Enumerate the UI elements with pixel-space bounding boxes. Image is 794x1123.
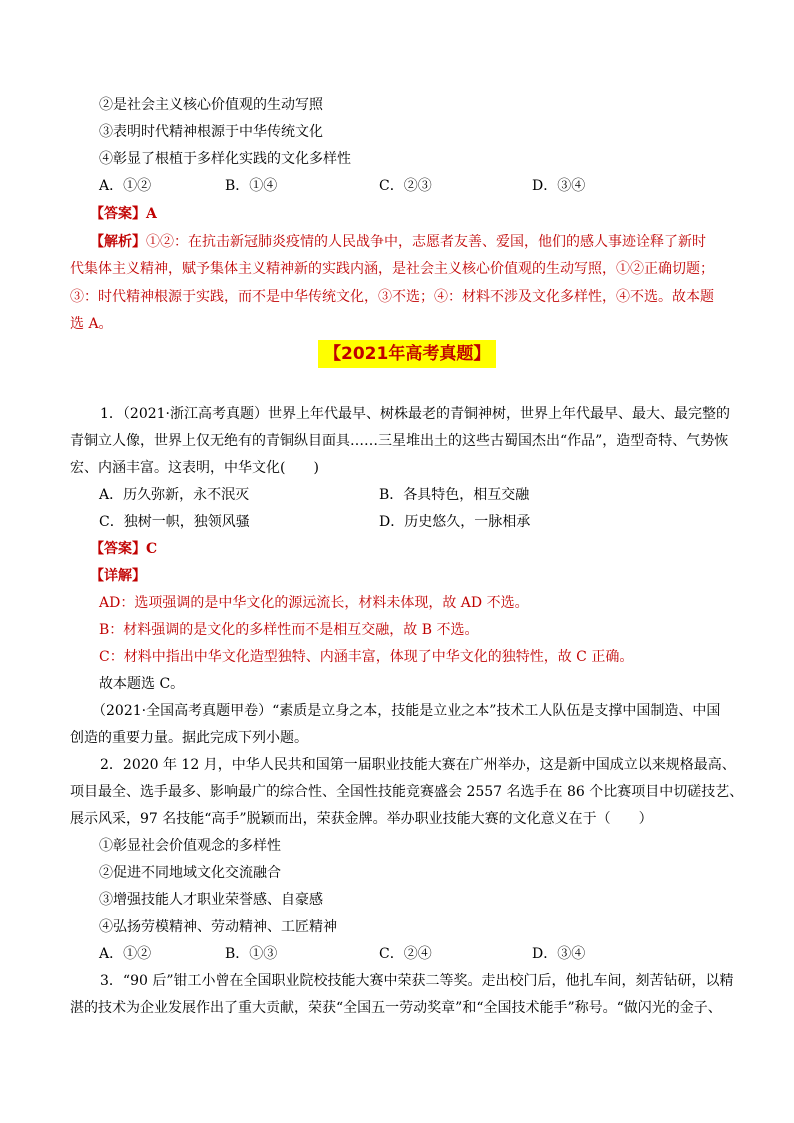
intro-line-1: （2021·全国高考真题甲卷）“素质是立身之本，技能是立业之本”技术工人队伍是支撑中国制造、中国: [92, 703, 721, 719]
q2-line-2: 项目最全、选手最多、影响最广的综合性、全国性技能竞赛盛会 2557 名选手在 86 个比赛项目中切磋技艺、: [70, 784, 744, 800]
option-c: C．②③: [379, 178, 432, 194]
statement-2: ②是社会主义核心价值观的生动写照: [99, 97, 323, 113]
q2-statement-2: ②促进不同地域文化交流融合: [99, 865, 281, 881]
q1-conclusion: 故本题选 C。: [99, 676, 185, 692]
q1-option-c: C．独树一帜，独领风骚: [99, 514, 250, 530]
analysis-line-4: 选 A。: [70, 316, 113, 332]
q1-line-2: 青铜立人像，世界上仅无绝有的青铜纵目面具……三星堆出土的这些古蜀国杰出“作品”，造型奇特、气势恢: [70, 433, 729, 449]
q1-option-d: D．历史悠久，一脉相承: [379, 514, 531, 530]
q2-option-d: D．③④: [532, 946, 586, 962]
section-title: 【2021年高考真题】: [318, 340, 496, 368]
q1-line-3: 宏、内涵丰富。这表明，中华文化( ): [70, 460, 319, 476]
q3-line-1: 3．“90 后”钳工小曾在全国职业院校技能大赛中荣获二等奖。走出校门后，他扎车间，刻苦钻研，以精: [100, 973, 734, 989]
analysis-line-1: [90, 232, 706, 252]
q2-statement-4: ④弘扬劳模精神、劳动精神、工匠精神: [99, 919, 337, 935]
option-a: A．①②: [99, 178, 152, 194]
q2-statement-1: ①彰显社会价值观念的多样性: [99, 838, 281, 854]
q3-line-2: 湛的技术为企业发展作出了重大贡献，荣获“全国五一劳动奖章”和“全国技术能手”称号。“做闪光的金子、: [70, 1000, 722, 1016]
q1-detail-2: B：材料强调的是文化的多样性而不是相互交融，故 B 不选。: [99, 622, 479, 638]
option-b: B．①④: [225, 178, 278, 194]
statement-3: ③表明时代精神根源于中华传统文化: [99, 124, 323, 140]
analysis-label: 【解析】: [90, 234, 146, 250]
q2-line-1: 2．2020 年 12 月，中华人民共和国第一届职业技能大赛在广州举办，这是新中国成立以来规格最高、: [100, 757, 736, 773]
q1-option-a: A．历久弥新，永不泯灭: [99, 487, 250, 503]
statement-4: ④彰显了根植于多样化实践的文化多样性: [99, 151, 351, 167]
q2-option-b: B．①③: [225, 946, 278, 962]
option-d: D．③④: [532, 178, 586, 194]
analysis-text: ①②：在抗击新冠肺炎疫情的人民战争中，志愿者友善、爱国，他们的感人事迹诠释了新时: [146, 234, 706, 250]
q2-option-c: C．②④: [379, 946, 432, 962]
q2-statement-3: ③增强技能人才职业荣誉感、自豪感: [99, 892, 323, 908]
q1-detail-3: C：材料中指出中华文化造型独特、内涵丰富，体现了中华文化的独特性，故 C 正确。: [99, 649, 634, 665]
intro-line-2: 创造的重要力量。据此完成下列小题。: [70, 730, 308, 746]
analysis-line-3: ③：时代精神根源于实践，而不是中华传统文化，③不选；④：材料不涉及文化多样性，④不选。故本题: [70, 289, 714, 305]
q1-answer: 【答案】C: [90, 541, 158, 557]
q2-line-3: 展示风采，97 名技能“高手”脱颖而出，荣获金牌。举办职业技能大赛的文化意义在于（ ）: [70, 811, 653, 827]
answer-label: 【答案】A: [90, 206, 157, 222]
q1-option-b: B．各具特色，相互交融: [379, 487, 530, 503]
q1-line-1: 1．（2021·浙江高考真题）世界上年代最早、树株最老的青铜神树，世界上年代最早、最大、最完整的: [100, 406, 730, 422]
q2-option-a: A．①②: [99, 946, 152, 962]
q1-detail-label: 【详解】: [90, 568, 146, 584]
q1-detail-1: AD：选项强调的是中华文化的源远流长，材料未体现，故 AD 不选。: [99, 595, 529, 611]
analysis-line-2: 代集体主义精神，赋予集体主义精神新的实践内涵，是社会主义核心价值观的生动写照，①②正确切题；: [70, 261, 714, 277]
